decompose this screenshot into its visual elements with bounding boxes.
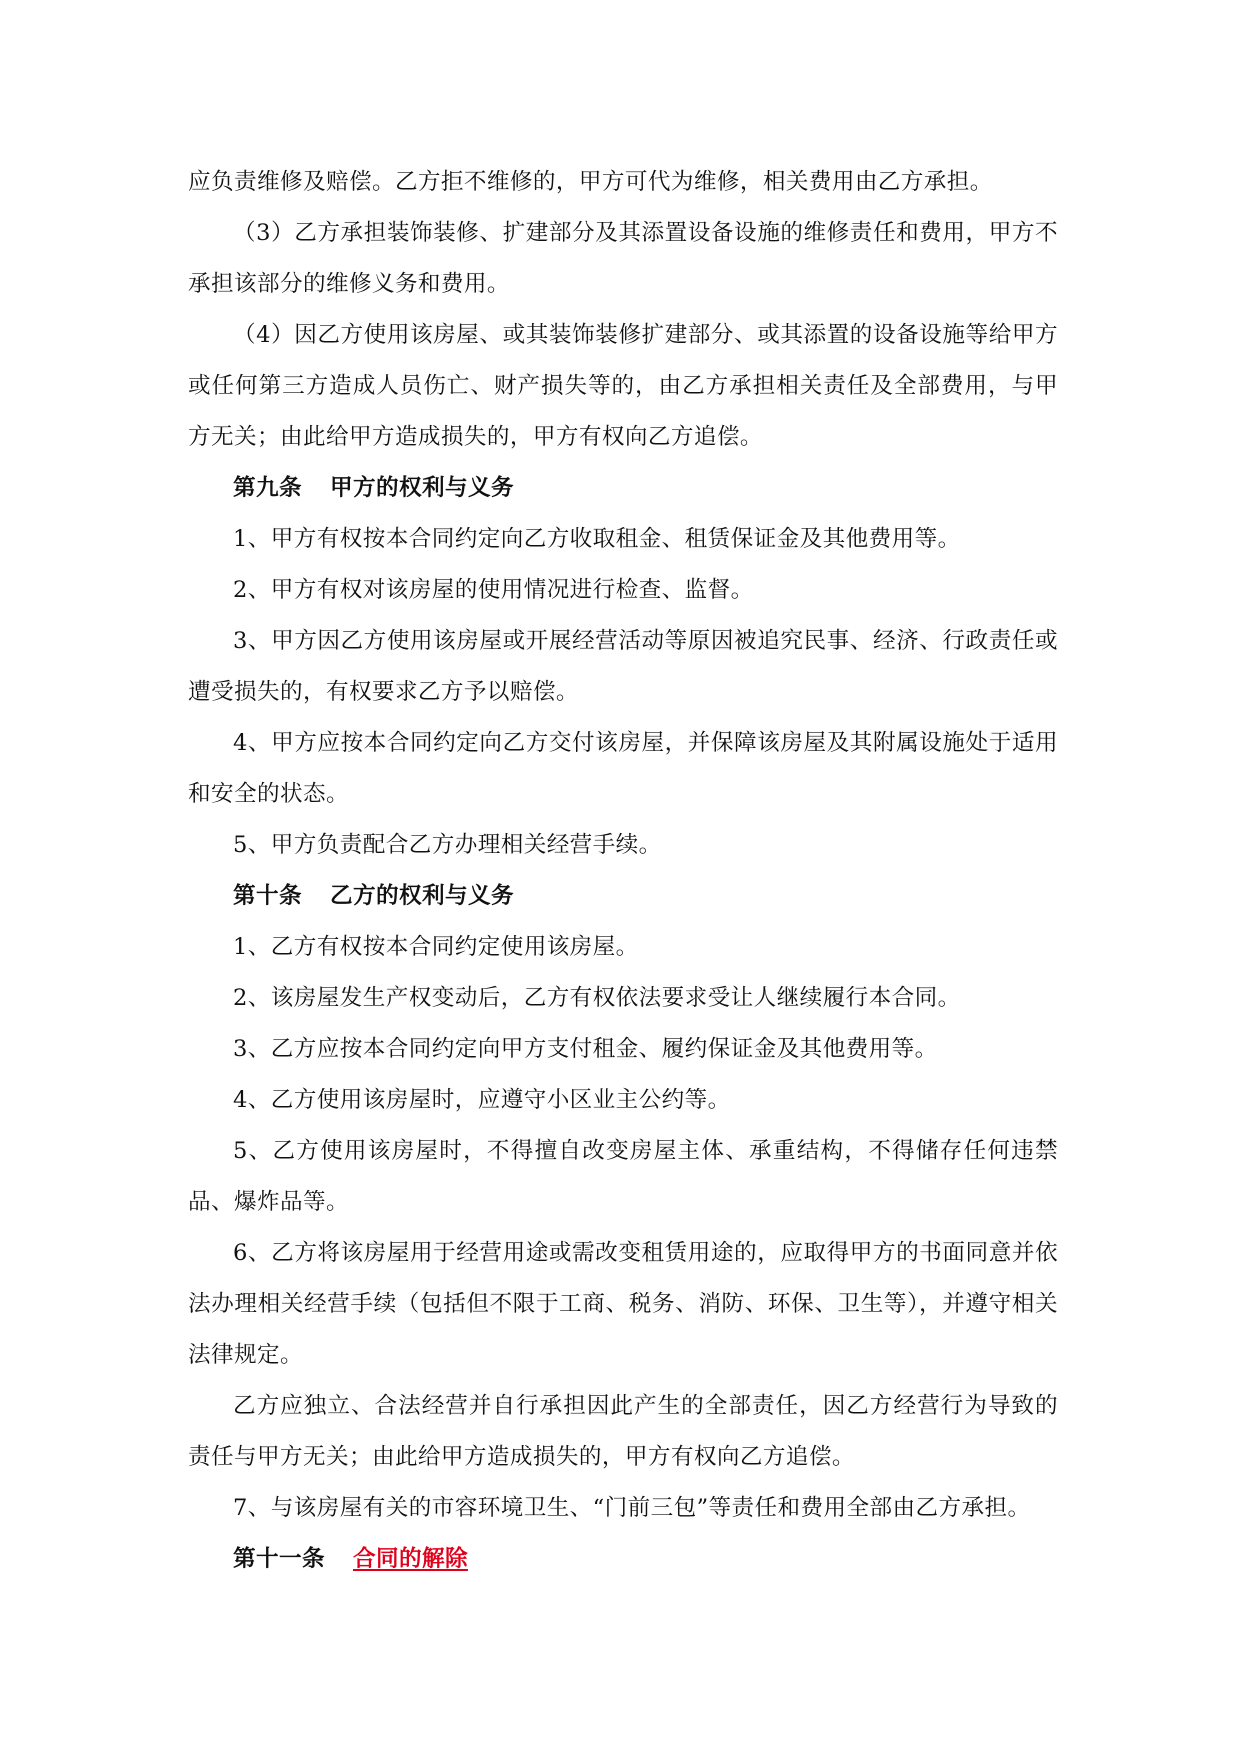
article-10-item: 4、乙方使用该房屋时，应遵守小区业主公约等。 [233,1087,731,1113]
article-10-item: 3、乙方应按本合同约定向甲方支付租金、履约保证金及其他费用等。 [233,1036,938,1062]
article-9-heading [188,463,1058,514]
article-9-item: 5、甲方负责配合乙方办理相关经营手续。 [233,832,662,858]
article-9-item: 2、甲方有权对该房屋的使用情况进行检查、监督。 [233,577,754,603]
article-9-title: 甲方的权利与义务 [329,475,514,501]
article-10-item: 1、乙方有权按本合同约定使用该房屋。 [233,934,639,960]
article-10-number: 第十条 [233,883,302,909]
article-10-item: 6、乙方将该房屋用于经营用途或需改变租赁用途的，应取得甲方的书面同意并依法办理相关经营手续（包括但不限于工商、税务、消防、环保、卫生等），并遵守相关法律规定。 [188,1240,1058,1368]
article-10-item: 5、乙方使用该房屋时，不得擅自改变房屋主体、承重结构，不得储存任何违禁品、爆炸品等。 [188,1138,1058,1215]
article-10-item: 2、该房屋发生产权变动后，乙方有权依法要求受让人继续履行本合同。 [233,985,961,1011]
article-11-title: 合同的解除 [352,1546,468,1572]
article-10-item: 7、与该房屋有关的市容环境卫生、“门前三包”等责任和费用全部由乙方承担。 [233,1495,1031,1521]
article-10-heading [188,871,1058,922]
article-10-item: 乙方应独立、合法经营并自行承担因此产生的全部责任，因乙方经营行为导致的责任与甲方无关；由此给甲方造成损失的，甲方有权向乙方追偿。 [188,1393,1058,1470]
paragraph-clause-4: （4）因乙方使用该房屋、或其装饰装修扩建部分、或其添置的设备设施等给甲方或任何第三方造成人员伤亡、财产损失等的，由乙方承担相关责任及全部费用，与甲方无关；由此给甲方造成损失的，甲方有权向乙方追偿。 [188,322,1058,450]
article-10-title: 乙方的权利与义务 [329,883,514,909]
article-11-number: 第十一条 [233,1546,325,1572]
article-9-number: 第九条 [233,475,302,501]
article-9-item: 1、甲方有权按本合同约定向乙方收取租金、租赁保证金及其他费用等。 [233,526,961,552]
paragraph-continuation: 应负责维修及赔偿。乙方拒不维修的，甲方可代为维修，相关费用由乙方承担。 [188,169,993,195]
article-9-item: 4、甲方应按本合同约定向乙方交付该房屋，并保障该房屋及其附属设施处于适用和安全的状态。 [188,730,1058,807]
document-body [188,157,1058,1585]
article-11-heading [188,1534,1058,1585]
paragraph-clause-3: （3）乙方承担装饰装修、扩建部分及其添置设备设施的维修责任和费用，甲方不承担该部分的维修义务和费用。 [188,220,1058,297]
article-9-item: 3、甲方因乙方使用该房屋或开展经营活动等原因被追究民事、经济、行政责任或遭受损失的，有权要求乙方予以赔偿。 [188,628,1058,705]
